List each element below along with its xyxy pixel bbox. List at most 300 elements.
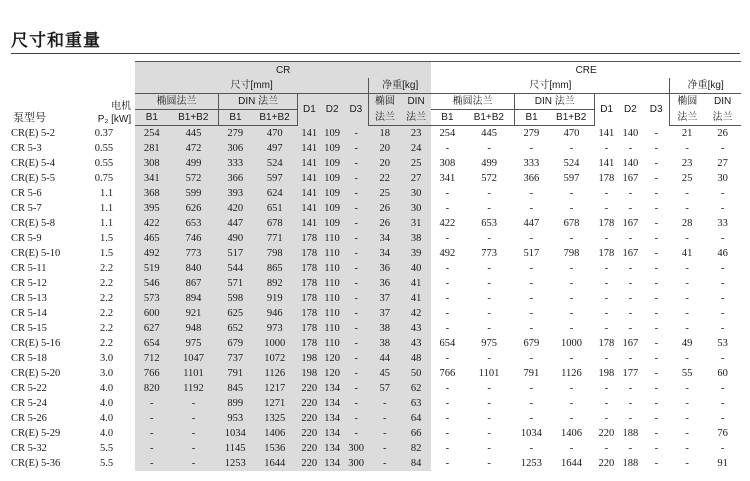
cell-cr-d2: 109 <box>321 186 344 201</box>
cell-cr-oval-b1: 465 <box>135 231 168 246</box>
cell-cr-din-b1: 953 <box>219 411 252 426</box>
cell-cre-din-b1: - <box>529 443 534 454</box>
cell-cr-weight-oval: - <box>369 411 401 426</box>
cell-cr-oval-b1b2: 746 <box>168 231 218 246</box>
header-cre-dims: 尺寸[mm] <box>431 78 670 94</box>
cell-cre-din-b1b2: - <box>569 383 574 394</box>
header-cr-oval: 椭圆法兰 <box>135 94 218 110</box>
cell-cr-din-b1: 306 <box>219 141 252 156</box>
cell-cr-d2: 110 <box>321 321 344 336</box>
cell-cre-d2: - <box>628 188 633 199</box>
cell-cre-weight-oval: - <box>685 143 689 154</box>
header-cr-weight: 净重[kg] <box>369 78 432 94</box>
cell-cre-weight-din: 33 <box>717 218 728 229</box>
cell-cre-din-b1: 279 <box>523 128 540 139</box>
cell-cre-weight-oval: 28 <box>681 218 693 229</box>
cell-cr-d3: - <box>344 261 369 276</box>
cell-motor-power: 2.2 <box>100 338 114 349</box>
cell-cr-weight-oval: 45 <box>369 366 401 381</box>
cell-cr-din-b1: 366 <box>219 171 252 186</box>
cell-cr-d2: 109 <box>321 171 344 186</box>
cell-cre-din-b1b2: - <box>569 323 574 334</box>
header-cr-oval-b1b2: B1+B2 <box>168 110 218 126</box>
cell-cr-din-b1: 333 <box>219 156 252 171</box>
cell-cre-din-b1: - <box>529 413 534 424</box>
cell-motor-power: 3.0 <box>100 353 114 364</box>
cell-cr-oval-b1: 492 <box>135 246 168 261</box>
cell-cr-weight-din: 38 <box>401 231 431 246</box>
cell-cr-oval-b1: 422 <box>135 216 168 231</box>
cell-cr-oval-b1: 654 <box>135 336 168 351</box>
cell-cre-d2: 167 <box>622 248 639 259</box>
cell-cre-weight-oval: 55 <box>681 368 693 379</box>
cell-motor-power: 3.0 <box>100 368 114 379</box>
cell-cr-din-b1b2: 973 <box>252 321 298 336</box>
header-cre-oval: 椭圆法兰 <box>431 94 514 110</box>
cell-cre-d3: - <box>654 293 659 304</box>
cell-cr-din-b1: 1034 <box>219 426 252 441</box>
cell-cre-din-b1b2: - <box>569 263 574 274</box>
cell-cr-din-b1: 791 <box>219 366 252 381</box>
cell-cre-d2: - <box>628 383 633 394</box>
cell-cre-d2: 167 <box>622 218 639 229</box>
cell-cr-d1: 220 <box>298 456 321 471</box>
cell-cre-din-b1b2: - <box>569 143 574 154</box>
header-cr-w-din-2: 法兰 <box>401 110 431 126</box>
cell-cre-weight-oval: - <box>685 443 689 454</box>
cell-cr-oval-b1: 820 <box>135 381 168 396</box>
cell-cre-weight-din: - <box>720 413 725 424</box>
header-cr-w-oval-2: 法兰 <box>369 110 401 126</box>
cell-cr-oval-b1b2: 867 <box>168 276 218 291</box>
table-row <box>9 321 741 336</box>
cell-pump-model: CR(E) 5-20 <box>11 368 61 379</box>
cell-motor-power: 4.0 <box>100 398 114 409</box>
cell-cr-d1: 178 <box>298 336 321 351</box>
header-cre-oval-b1: B1 <box>431 110 463 126</box>
table-row <box>9 186 741 201</box>
cell-pump-model: CR 5-24 <box>11 398 47 409</box>
cell-cre-d3: - <box>654 278 659 289</box>
page-title: 尺寸和重量 <box>11 31 101 51</box>
header-cr-din: DIN 法兰 <box>219 94 298 110</box>
cell-cr-d1: 178 <box>298 231 321 246</box>
cell-cr-d1: 178 <box>298 306 321 321</box>
cell-cr-oval-b1: - <box>135 411 168 426</box>
cell-cre-d2: - <box>628 293 633 304</box>
cell-cr-oval-b1: 766 <box>135 366 168 381</box>
header-motor <box>85 62 135 126</box>
cell-cre-oval-b1b2: 975 <box>481 338 497 349</box>
cell-cre-weight-oval: 23 <box>681 158 693 169</box>
cell-cre-oval-b1: - <box>445 443 450 454</box>
cell-cr-oval-b1: 395 <box>135 201 168 216</box>
cell-cr-weight-din: 40 <box>401 261 431 276</box>
header-cre-din-b1b2: B1+B2 <box>548 110 595 126</box>
cell-pump-model: CR 5-26 <box>11 413 47 424</box>
cell-cr-weight-oval: 38 <box>369 336 401 351</box>
cell-cre-d2: - <box>628 278 633 289</box>
cell-cr-d3: - <box>344 366 369 381</box>
table-row <box>9 411 741 426</box>
cell-cre-weight-oval: - <box>685 428 689 439</box>
cell-cre-d1: - <box>604 353 609 364</box>
cell-cre-oval-b1b2: - <box>487 203 491 214</box>
cell-cre-weight-din: - <box>720 383 725 394</box>
cell-cr-din-b1: 517 <box>219 246 252 261</box>
table-row <box>9 381 741 396</box>
cell-cre-d1: - <box>604 413 609 424</box>
cell-cr-d1: 220 <box>298 411 321 426</box>
cell-cr-weight-din: 50 <box>401 366 431 381</box>
cell-cr-weight-oval: 20 <box>369 141 401 156</box>
cell-cre-d3: - <box>654 308 659 319</box>
cell-cre-weight-din: - <box>720 398 725 409</box>
cell-pump-model: CR 5-9 <box>11 233 42 244</box>
cell-motor-power: 2.2 <box>100 323 114 334</box>
cell-cre-d2: 167 <box>622 338 639 349</box>
cell-cr-d2: 110 <box>321 231 344 246</box>
cell-pump-model: CR(E) 5-5 <box>11 173 56 184</box>
cell-cre-din-b1b2: 470 <box>563 128 580 139</box>
table-row <box>9 366 741 381</box>
cell-cre-d2: - <box>628 413 633 424</box>
cell-cre-d3: - <box>654 173 659 184</box>
cell-cr-oval-b1b2: 572 <box>168 171 218 186</box>
cell-motor-power: 2.2 <box>100 278 114 289</box>
cell-cre-d1: - <box>604 188 609 199</box>
cell-cre-d2: - <box>628 233 633 244</box>
cell-cr-din-b1b2: 1000 <box>252 336 298 351</box>
cell-cre-weight-oval: - <box>685 323 689 334</box>
cell-cre-d1: - <box>604 143 609 154</box>
cell-cre-d1: 178 <box>598 173 615 184</box>
cell-cr-oval-b1: 281 <box>135 141 168 156</box>
cell-cre-d1: - <box>604 263 609 274</box>
cell-cre-oval-b1b2: 499 <box>481 158 497 169</box>
header-cre-d2: D2 <box>623 104 637 116</box>
cell-cr-d3: - <box>344 156 369 171</box>
cell-cr-din-b1: 544 <box>219 261 252 276</box>
cell-cr-weight-din: 62 <box>401 381 431 396</box>
cell-cr-oval-b1b2: 840 <box>168 261 218 276</box>
cell-cre-d2: - <box>628 203 633 214</box>
table-row <box>9 291 741 306</box>
cell-motor-power: 5.5 <box>100 458 114 469</box>
cell-cre-d3: - <box>654 383 659 394</box>
cell-cre-d3: - <box>654 233 659 244</box>
cell-pump-model: CR(E) 5-2 <box>11 127 56 139</box>
cell-cr-weight-oval: 44 <box>369 351 401 366</box>
cell-cr-din-b1b2: 865 <box>252 261 298 276</box>
cell-pump-model: CR 5-15 <box>11 323 47 334</box>
cell-cr-weight-oval: 26 <box>369 216 401 231</box>
cell-cre-oval-b1: - <box>445 458 450 469</box>
cell-cre-d3: - <box>654 368 659 379</box>
cell-motor-power: 1.5 <box>100 248 114 259</box>
cell-cre-din-b1b2: 597 <box>563 173 580 184</box>
cell-cre-oval-b1: 422 <box>439 218 456 229</box>
cell-cre-d3: - <box>654 443 659 454</box>
cell-cre-din-b1b2: 524 <box>563 158 580 169</box>
cell-cre-weight-oval: 49 <box>681 338 693 349</box>
cell-cr-oval-b1b2: 894 <box>168 291 218 306</box>
cell-cre-din-b1b2: - <box>569 398 574 409</box>
cell-cre-weight-oval: 21 <box>681 128 693 139</box>
cell-cr-weight-oval: 34 <box>369 231 401 246</box>
cell-cr-d1: 141 <box>298 126 321 142</box>
cell-cr-oval-b1b2: 599 <box>168 186 218 201</box>
cell-cr-weight-din: 41 <box>401 276 431 291</box>
cell-cre-oval-b1: 654 <box>439 338 456 349</box>
cell-cr-weight-oval: - <box>369 456 401 471</box>
cell-cr-din-b1b2: 1217 <box>252 381 298 396</box>
cell-cre-d2: 188 <box>622 428 639 439</box>
cell-cr-d2: 134 <box>321 396 344 411</box>
cell-cr-d2: 110 <box>321 336 344 351</box>
cell-cr-oval-b1: - <box>135 396 168 411</box>
cell-pump-model: CR 5-13 <box>11 293 47 304</box>
header-cre-w-din-2: 法兰 <box>704 110 741 126</box>
cell-cre-din-b1b2: - <box>569 293 574 304</box>
cell-cre-d2: - <box>628 443 633 454</box>
cell-cr-din-b1b2: 624 <box>252 186 298 201</box>
cell-cr-d2: 110 <box>321 261 344 276</box>
cell-cre-d3: - <box>654 338 659 349</box>
cell-cr-oval-b1b2: 1047 <box>168 351 218 366</box>
cell-cre-weight-din: 76 <box>717 428 728 439</box>
cell-cre-oval-b1b2: - <box>487 413 491 424</box>
cell-cr-weight-din: 31 <box>401 216 431 231</box>
cell-cre-din-b1b2: - <box>569 233 574 244</box>
cell-cre-oval-b1b2: - <box>487 398 491 409</box>
cell-cre-d2: - <box>628 143 633 154</box>
cell-cr-weight-oval: 22 <box>369 171 401 186</box>
cell-cre-din-b1: - <box>529 263 534 274</box>
table-row <box>9 171 741 186</box>
cell-cr-oval-b1b2: 975 <box>168 336 218 351</box>
cell-cre-oval-b1b2: - <box>487 323 491 334</box>
cell-cre-oval-b1: - <box>445 323 450 334</box>
cell-cre-weight-oval: - <box>685 233 689 244</box>
cell-motor-power: 0.37 <box>94 127 114 139</box>
cell-cr-d2: 134 <box>321 441 344 456</box>
cell-cre-din-b1: - <box>529 203 534 214</box>
header-cre-w-oval-1: 椭圆 <box>677 96 698 108</box>
header-cre-group: CRE <box>431 62 741 79</box>
cell-cr-d2: 109 <box>321 141 344 156</box>
cell-cre-weight-oval: - <box>685 263 689 274</box>
cell-cr-d2: 110 <box>321 306 344 321</box>
cell-cre-weight-oval: - <box>685 353 689 364</box>
cell-cre-weight-din: - <box>720 188 725 199</box>
cell-cre-weight-din: - <box>720 263 725 274</box>
cell-cr-d1: 220 <box>298 381 321 396</box>
cell-cre-oval-b1b2: - <box>487 353 491 364</box>
cell-cre-d3: - <box>654 413 659 424</box>
table-row <box>9 126 741 142</box>
cell-cr-weight-oval: - <box>369 426 401 441</box>
cell-cre-d3: - <box>654 398 659 409</box>
cell-cre-oval-b1: - <box>445 413 450 424</box>
cell-cr-oval-b1: 254 <box>135 126 168 142</box>
cell-cre-d1: - <box>604 203 609 214</box>
cell-cre-din-b1: - <box>529 353 534 364</box>
cell-cre-d1: 220 <box>598 458 615 469</box>
cell-cre-d3: - <box>654 218 659 229</box>
cell-cre-din-b1: 517 <box>523 248 540 259</box>
cell-cre-din-b1b2: 1644 <box>560 458 582 469</box>
cell-cre-oval-b1: - <box>445 308 450 319</box>
cell-cre-din-b1: - <box>529 308 534 319</box>
cell-cre-d3: - <box>654 263 659 274</box>
cell-cr-d3: - <box>344 171 369 186</box>
cell-cr-oval-b1: 627 <box>135 321 168 336</box>
cell-cre-din-b1b2: 798 <box>563 248 580 259</box>
cell-cr-din-b1b2: 651 <box>252 201 298 216</box>
cell-cre-d1: 141 <box>598 158 615 169</box>
cell-cr-d3: - <box>344 231 369 246</box>
header-cre-din-b1: B1 <box>515 110 548 126</box>
cell-cr-d3: - <box>344 201 369 216</box>
cell-cr-din-b1b2: 771 <box>252 231 298 246</box>
cell-motor-power: 4.0 <box>100 428 114 439</box>
cell-cre-d1: 178 <box>598 338 615 349</box>
cell-cr-d1: 141 <box>298 141 321 156</box>
cell-cre-d1: - <box>604 398 609 409</box>
cell-cr-oval-b1: 600 <box>135 306 168 321</box>
cell-cr-d2: 134 <box>321 426 344 441</box>
cell-cr-weight-din: 30 <box>401 201 431 216</box>
cell-cr-d1: 141 <box>298 156 321 171</box>
cell-cre-weight-oval: - <box>685 293 689 304</box>
title-rule <box>11 53 740 54</box>
cell-cr-oval-b1b2: 445 <box>168 126 218 142</box>
cell-motor-power: 0.75 <box>94 173 114 184</box>
cell-cr-weight-din: 39 <box>401 246 431 261</box>
header-cr-oval-b1: B1 <box>135 110 168 126</box>
cell-cr-weight-din: 43 <box>401 321 431 336</box>
cell-motor-power: 2.2 <box>100 308 114 319</box>
cell-cre-din-b1b2: 1126 <box>561 368 582 379</box>
header-cr-w-din-1: DIN <box>401 94 431 110</box>
table-row <box>9 456 741 471</box>
cell-cr-d3: - <box>344 396 369 411</box>
cell-cre-d3: - <box>654 353 659 364</box>
table-row <box>9 396 741 411</box>
cell-cre-oval-b1: - <box>445 428 450 439</box>
cell-cre-d2: - <box>628 398 633 409</box>
cell-pump-model: CR 5-22 <box>11 383 47 394</box>
cell-cr-din-b1: 420 <box>219 201 252 216</box>
cell-cre-din-b1: - <box>529 383 534 394</box>
table-row <box>9 441 741 456</box>
cell-cr-din-b1: 679 <box>219 336 252 351</box>
cell-motor-power: 0.55 <box>94 143 114 154</box>
cell-cre-oval-b1b2: 572 <box>481 173 497 184</box>
cell-cre-oval-b1b2: 445 <box>481 128 497 139</box>
cell-cre-d2: - <box>628 323 633 334</box>
cell-motor-power: 2.2 <box>100 293 114 304</box>
cell-cre-oval-b1: - <box>445 263 450 274</box>
cell-cre-oval-b1b2: - <box>487 428 491 439</box>
cell-cre-weight-din: 30 <box>717 173 728 184</box>
cell-cr-d3: 300 <box>344 456 369 471</box>
table-row <box>9 276 741 291</box>
cell-cre-din-b1b2: - <box>569 203 574 214</box>
cell-cre-weight-oval: - <box>685 458 689 469</box>
cell-cre-d1: - <box>604 293 609 304</box>
cell-pump-model: CR(E) 5-10 <box>11 248 61 259</box>
cell-cr-d3: - <box>344 246 369 261</box>
cell-cr-din-b1: 737 <box>219 351 252 366</box>
cell-cr-weight-din: 48 <box>401 351 431 366</box>
cell-cr-oval-b1b2: 626 <box>168 201 218 216</box>
cell-cre-weight-oval: - <box>685 413 689 424</box>
cell-cr-din-b1b2: 1406 <box>252 426 298 441</box>
cell-cr-d1: 198 <box>298 351 321 366</box>
cell-cr-d3: 300 <box>344 441 369 456</box>
cell-cre-d2: 188 <box>622 458 639 469</box>
cell-cr-din-b1b2: 798 <box>252 246 298 261</box>
cell-pump-model: CR 5-3 <box>11 143 42 154</box>
cell-cre-din-b1: - <box>529 293 534 304</box>
header-motor-line1: 电机 <box>111 100 132 112</box>
cell-cre-d3: - <box>654 158 659 169</box>
cell-cre-weight-oval: - <box>685 188 689 199</box>
cell-cr-oval-b1b2: 948 <box>168 321 218 336</box>
cell-cr-oval-b1: 519 <box>135 261 168 276</box>
header-cr-dims: 尺寸[mm] <box>135 78 368 94</box>
cell-cre-oval-b1: - <box>445 143 450 154</box>
cell-cre-oval-b1: - <box>445 293 450 304</box>
cell-pump-model: CR 5-11 <box>11 263 47 274</box>
table-row <box>9 336 741 351</box>
cell-cre-din-b1b2: 1406 <box>560 428 582 439</box>
cell-cr-weight-din: 27 <box>401 171 431 186</box>
cell-cre-oval-b1: - <box>445 278 450 289</box>
cell-pump-model: CR 5-14 <box>11 308 47 319</box>
cell-cre-din-b1b2: - <box>569 308 574 319</box>
cell-cr-oval-b1: - <box>135 441 168 456</box>
cell-cre-weight-oval: - <box>685 278 689 289</box>
cell-cre-oval-b1b2: - <box>487 308 491 319</box>
cell-pump-model: CR(E) 5-16 <box>11 338 61 349</box>
cell-cr-oval-b1: 573 <box>135 291 168 306</box>
cell-cr-d1: 178 <box>298 276 321 291</box>
cell-cr-din-b1: 1253 <box>219 456 252 471</box>
header-cre-din: DIN 法兰 <box>515 94 595 110</box>
cell-cre-weight-din: - <box>720 353 725 364</box>
cell-pump-model: CR(E) 5-4 <box>11 158 56 169</box>
cell-cr-weight-din: 23 <box>401 126 431 142</box>
cell-cr-din-b1b2: 497 <box>252 141 298 156</box>
cell-cr-oval-b1: 341 <box>135 171 168 186</box>
cell-cre-din-b1b2: - <box>569 188 574 199</box>
cell-cr-oval-b1b2: 921 <box>168 306 218 321</box>
header-cr-w-oval-1: 椭圆 <box>369 94 401 110</box>
table-row <box>9 246 741 261</box>
cell-cre-weight-din: - <box>720 443 725 454</box>
cell-cr-d1: 198 <box>298 366 321 381</box>
cell-cre-oval-b1: 492 <box>439 248 456 259</box>
dimensions-weights-table <box>9 61 741 471</box>
cell-cre-din-b1: 366 <box>523 173 540 184</box>
cell-cr-oval-b1b2: 472 <box>168 141 218 156</box>
cell-motor-power: 4.0 <box>100 383 114 394</box>
cell-cr-d3: - <box>344 126 369 142</box>
cell-cre-d3: - <box>654 323 659 334</box>
